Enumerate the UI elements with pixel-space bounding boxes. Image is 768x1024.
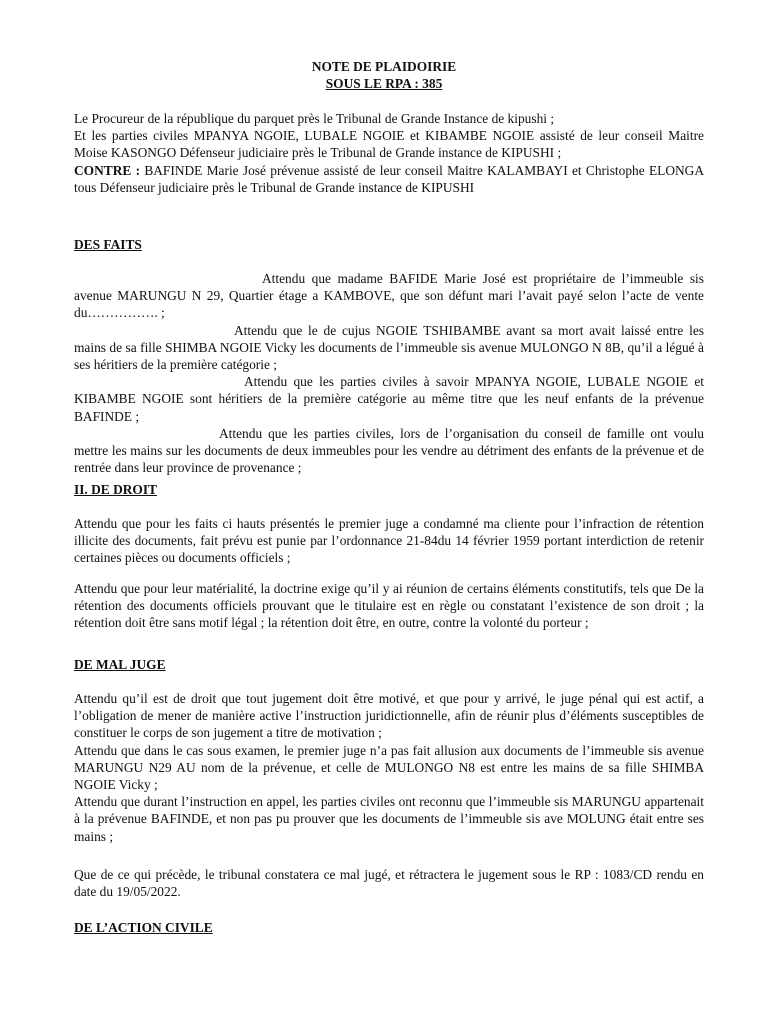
- section-heading-droit: II. DE DROIT: [74, 482, 157, 497]
- document-title: NOTE DE PLAIDOIRIE: [311, 59, 457, 74]
- droit-block: [74, 515, 704, 567]
- faits-paragraph: Attendu que les parties civiles à savoir MPANYA NGOIE, LUBALE NGOIE et KIBAMBE NGOIE sont héritiers de la première catégorie au même titre que les neuf enfants de la prévenue BAFINDE ;: [74, 374, 704, 424]
- party-procureur: Le Procureur de la république du parquet près le Tribunal de Grande Instance de kipushi ;: [74, 111, 555, 126]
- faits-paragraph: Attendu que madame BAFIDE Marie José est propriétaire de l’immeuble sis avenue MARUNGU N 29, Quartier étage a KAMBOVE, que son défunt mari l’avait payé selon l’acte de vente du……………. ;: [74, 271, 704, 321]
- faits-block: [74, 270, 704, 476]
- mal-juge-conclusion: [74, 866, 704, 900]
- parties-block: [74, 110, 704, 196]
- section-heading-mal-juge: DE MAL JUGE: [74, 657, 166, 672]
- faits-paragraph: Attendu que le de cujus NGOIE TSHIBAMBE avant sa mort avait laissé entre les mains de sa fille SHIMBA NGOIE Vicky les documents de l’immeuble sis avenue MULONGO N 8B, qu’il a légué à ses héritiers de la première catégorie ;: [74, 322, 704, 373]
- section-heading-faits: DES FAITS: [74, 237, 142, 252]
- mal-juge-paragraph: Attendu que durant l’instruction en appel, les parties civiles ont reconnu que l’immeuble sis MARUNGU appartenait à la prévenue BAFINDE, et non pas pu prouver que les documents de l’immeuble sis ave MOLUNG était entre ses mains ;: [74, 794, 704, 844]
- contre-text: BAFINDE Marie José prévenue assisté de leur conseil Maitre KALAMBAYI et Christophe ELONGA tous Défenseur judiciaire près le Tribunal de Grande instance de KIPUSHI: [74, 162, 704, 195]
- party-civiles: Et les parties civiles MPANYA NGOIE, LUBALE NGOIE et KIBAMBE NGOIE assisté de leur conseil Maitre Moise KASONGO Défenseur judiciaire près le Tribunal de Grande instance de KIPUSHI ;: [74, 128, 704, 161]
- section-heading-action-civile: DE L’ACTION CIVILE: [74, 920, 213, 935]
- faits-paragraph: Attendu que les parties civiles, lors de l’organisation du conseil de famille ont voulu mettre les mains sur les documents de deux immeubles pour les vendre au détriment des enfants de la prévenue et de rentrée dans leur province de provenance ;: [74, 425, 704, 476]
- document-subtitle: SOUS LE RPA : 385: [325, 76, 443, 91]
- mal-juge-paragraph: Attendu que dans le cas sous examen, le premier juge n’a pas fait allusion aux documents de l’immeuble sis avenue MARUNGU N29 AU nom de la prévenue, et celle de MULONGO N8 est entre les mains de sa fille SHIMBA NGOIE Vicky ;: [74, 742, 704, 793]
- mal-juge-paragraph: Que de ce qui précède, le tribunal constatera ce mal jugé, et rétractera le jugement sous le RP : 1083/CD rendu en date du 19/05/2022.: [74, 867, 704, 900]
- party-contre: [74, 162, 704, 196]
- droit-paragraph: Attendu que pour leur matérialité, la doctrine exige qu’il y ai réunion de certains éléments constitutifs, tels que De la rétention des documents officiels prouvant que le titulaire est en règle ou constatant l’existence de son droit ; la rétention doit être sans motif légal ; la rétention doit être, en outre, contre la volonté du porteur ;: [74, 581, 704, 631]
- contre-label: CONTRE :: [74, 162, 141, 178]
- mal-juge-paragraph: Attendu qu’il est de droit que tout jugement doit être motivé, et que pour y arrivé, le juge pénal qui est actif, a l’obligation de mener de manière active l’instruction juridictionnelle, afin de réunir plus d’éléments susceptibles de constituer le corps de son jugement a titre de motivation ;: [74, 691, 704, 741]
- droit-paragraph: Attendu que pour les faits ci hauts présentés le premier juge a condamné ma cliente pour l’infraction de rétention illicite des documents, fait prévu est punie par l’ordonnance 21-84du 14 février 1959 portant interdiction de retenir certaines pièces ou documents officiels ;: [74, 516, 704, 566]
- mal-juge-block: [74, 690, 704, 845]
- droit-block-2: [74, 580, 704, 632]
